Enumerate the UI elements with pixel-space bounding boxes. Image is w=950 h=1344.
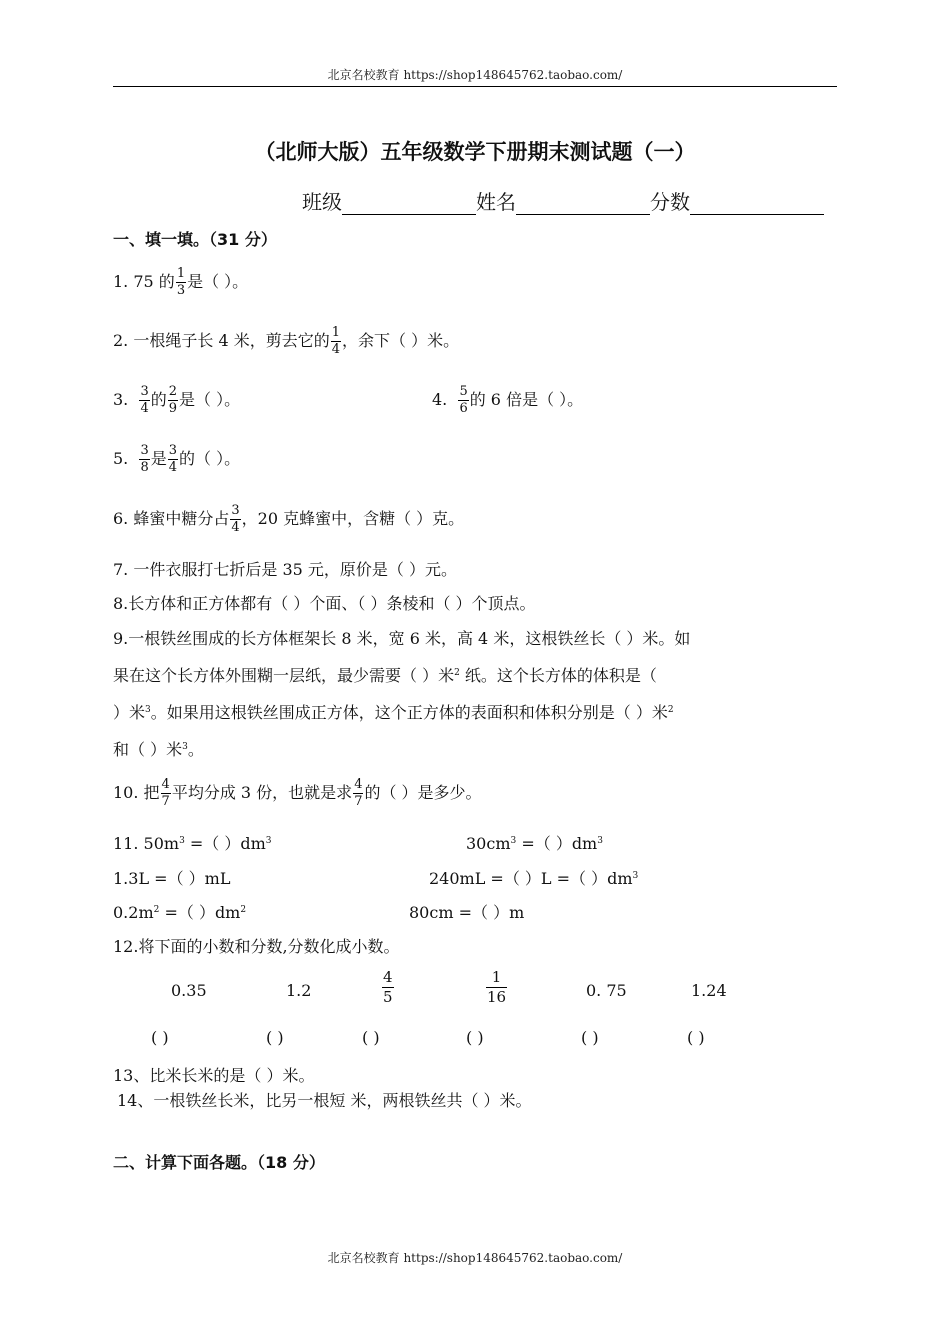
q3-text-b: 是（ ）。 <box>179 390 241 409</box>
q12-value-2: 1.2 <box>286 981 312 1000</box>
q1-fraction: $\frac{1}{3}$ <box>176 266 186 298</box>
question-9-line-3: ）米$^3$。如果用这根铁丝围成正方体，这个正方体的表面积和体积分别是（ ）米$^2$ <box>113 703 674 722</box>
q4-text-a: 4. <box>432 390 448 409</box>
q12-answer-3[interactable]: ( ) <box>362 1028 380 1047</box>
q11-item-1: 11. $50m^3$ =（ ）$dm^3$ <box>113 834 272 853</box>
section-1-heading: 一、填一填。（31 分） <box>113 230 277 249</box>
q4-fraction: $\frac{5}{6}$ <box>459 384 468 416</box>
q11-item-6: 80cm =（ ）m <box>409 903 525 922</box>
name-blank[interactable] <box>516 194 650 215</box>
question-8: 8.长方体和正方体都有（ ）个面、（ ）条棱和（ ）个顶点。 <box>113 594 536 613</box>
q1-text-b: 是（ ）。 <box>187 272 249 291</box>
student-info <box>302 186 824 215</box>
q6-text-b: ，20 克蜂蜜中，含糖（ ）克。 <box>241 509 465 528</box>
question-14: 14、一根铁丝长米，比另一根短 米，两根铁丝共（ ）米。 <box>117 1091 532 1110</box>
question-9-line-4: 和（ ）米$^3$。 <box>113 740 204 759</box>
q10-fraction-2: $\frac{4}{7}$ <box>354 777 363 809</box>
q10-fraction-1: $\frac{4}{7}$ <box>161 777 170 809</box>
q12-answer-4[interactable]: ( ) <box>466 1028 484 1047</box>
q12-answer-6[interactable]: ( ) <box>687 1028 705 1047</box>
header-rule <box>113 86 837 87</box>
page-title: （北师大版）五年级数学下册期末测试题（一） <box>254 140 696 164</box>
q12-value-5: 0. 75 <box>586 981 627 1000</box>
q11-item-3: 1.3L =（ ）mL <box>113 869 231 888</box>
q11-item-4: 240mL =（ ）L =（ ）$dm^3$ <box>429 869 639 888</box>
class-blank[interactable] <box>342 194 476 215</box>
q12-value-6: 1.24 <box>691 981 727 1000</box>
q2-text-a: 2. 一根绳子长 4 米，剪去它的 <box>113 331 330 350</box>
question-1 <box>113 266 248 299</box>
question-9-line-2: 果在这个长方体外围糊一层纸，最少需要（ ）米$^2$ 纸。这个长方体的体积是（ <box>113 666 657 685</box>
q6-text-a: 6. 蜂蜜中糖分占 <box>113 509 230 528</box>
q11-item-5: $0.2m^2$ =（ ）$dm^2$ <box>113 903 247 922</box>
q4-text-b: 的 6 倍是（ ）。 <box>469 390 584 409</box>
q1-text-a: 1. 75 的 <box>113 272 175 291</box>
question-10: 10. 把 $\frac{4}{7}$ 平均分成 3 份，也就是求 $\frac{4}{7}$ 的（ ）是多少。 <box>113 777 482 809</box>
q5-text-a: 5. <box>113 449 129 468</box>
section-2-heading: 二、计算下面各题。（18 分） <box>113 1153 325 1172</box>
q2-text-b: ，余下（ ）米。 <box>342 331 460 350</box>
q6-fraction: $\frac{3}{4}$ <box>231 503 240 535</box>
score-blank[interactable] <box>690 194 824 215</box>
q3-fraction-1: $\frac{3}{4}$ <box>140 384 149 416</box>
question-4 <box>432 384 583 417</box>
q12-fraction-2: $\frac{1}{16}$ <box>487 968 507 1006</box>
q5-text-b: 的（ ）。 <box>179 449 241 468</box>
name-label: 姓名 <box>476 190 516 214</box>
question-6 <box>113 503 464 536</box>
class-label: 班级 <box>302 190 342 214</box>
q2-fraction: $\frac{1}{4}$ <box>331 325 340 357</box>
q12-fraction-1: $\frac{4}{5}$ <box>383 968 393 1006</box>
question-12-title: 12.将下面的小数和分数,分数化成小数。 <box>113 937 400 956</box>
q5-fraction-2: $\frac{3}{4}$ <box>168 443 178 475</box>
q3-text-mid: 的 <box>150 390 167 409</box>
q12-answer-1[interactable]: ( ) <box>151 1028 169 1047</box>
question-5 <box>113 443 240 476</box>
q3-text-a: 3. <box>113 390 129 409</box>
score-label: 分数 <box>650 190 690 214</box>
page-footer: 北京名校教育 https://shop148645762.taobao.com/ <box>327 1251 623 1265</box>
q3-fraction-2: $\frac{2}{9}$ <box>168 384 178 416</box>
q5-text-mid: 是 <box>150 449 167 468</box>
q12-value-1: 0.35 <box>171 981 207 1000</box>
page-header: 北京名校教育 https://shop148645762.taobao.com/ <box>327 68 623 82</box>
q12-answer-2[interactable]: ( ) <box>266 1028 284 1047</box>
question-2 <box>113 325 459 358</box>
question-9-line-1: 9.一根铁丝围成的长方体框架长 8 米，宽 6 米，高 4 米，这根铁丝长（ ）米。如 <box>113 629 691 648</box>
q5-fraction-1: $\frac{3}{8}$ <box>140 443 149 475</box>
question-3 <box>113 384 240 417</box>
question-13: 13、比米长米的是（ ）米。 <box>113 1066 315 1085</box>
question-7: 7. 一件衣服打七折后是 35 元，原价是（ ）元。 <box>113 560 457 579</box>
q11-item-2: $30cm^3$ =（ ）$dm^3$ <box>466 834 603 853</box>
q12-answer-5[interactable]: ( ) <box>581 1028 599 1047</box>
